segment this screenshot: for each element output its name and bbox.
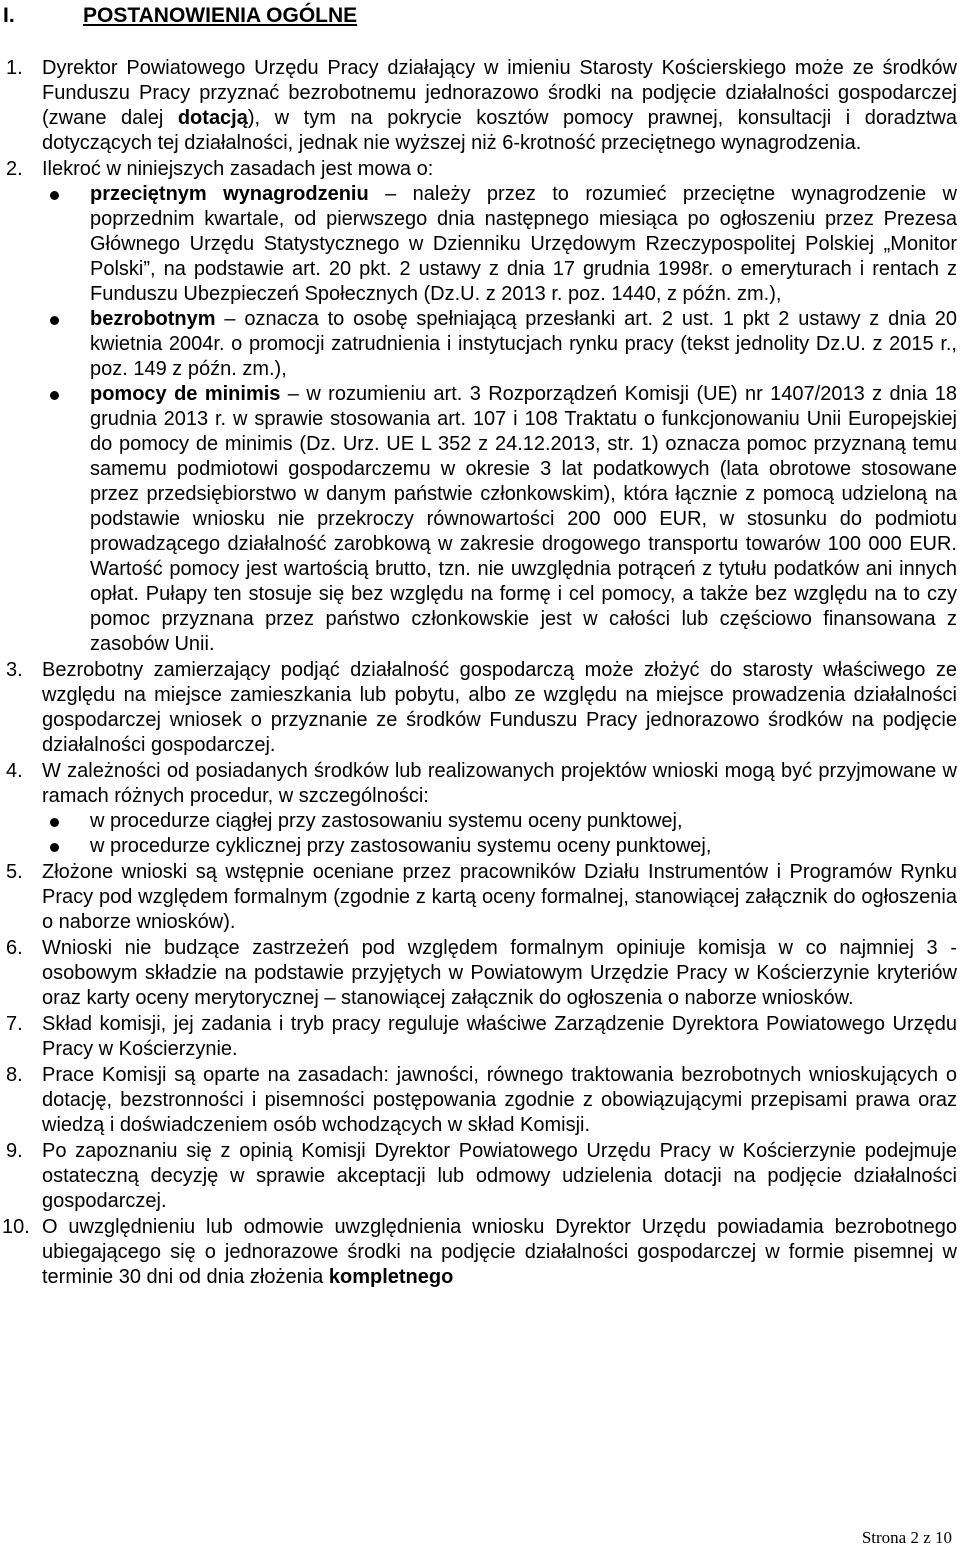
list-item [0,1139,960,1214]
list-item [0,157,960,657]
bullet-icon [50,843,59,852]
section-number: I. [3,4,15,27]
list-item [0,1063,960,1138]
item-number: 8. [6,1064,23,1086]
defined-term: przeciętnym wynagrodzeniu [90,183,369,205]
item-text: O uwzględnieniu lub odmowie uwzględnienia wniosku Dyrektor Urzędu powiadamia bezrobotnego ubiegającego się o jednorazowe środki na podjęcie działalności gospodarczej w formie pisemnej w terminie 30 dni od dnia złożenia kompletnego [42,1216,957,1288]
section-title: POSTANOWIENIA OGÓLNE [83,4,358,27]
list-item [0,1215,960,1290]
procedure-item: w procedurze cyklicznej przy zastosowaniu systemu oceny punktowej, [42,834,957,859]
page-number: Strona 2 z 10 [861,1528,952,1547]
list-item [0,936,960,1011]
defined-term: bezrobotnym [90,308,216,330]
item-number: 7. [6,1013,23,1035]
bullet-icon [50,818,59,827]
emphasis-word: kompletnego [328,1266,454,1288]
item-number: 5. [6,861,23,883]
definition-item: pomocy de minimis – w rozumieniu art. 3 Rozporządzeń Komisji (UE) nr 1407/2013 z dnia 18 grudnia 2013 r. w sprawie stosowania art. 107 i 108 Traktatu o funkcjonowaniu Unii Europejskiej do pomocy de minimis (Dz. Urz. UE L 352 z 24.12.2013, str. 1) oznacza pomoc przyznaną temu samemu podmiotowi gospodarczemu w okresie 3 lat podatkowych (lata obrotowe stosowane przez przedsiębiorstwo w danym państwie członkowskim), która łącznie z pomocą udzieloną na podstawie wniosku nie przekroczy równowartości 200 000 EUR, w stosunku do podmiotu prowadzącego działalność zarobkową w zakresie drogowego transportu towarów 100 000 EUR. Wartość pomocy jest wartością brutto, tzn. nie uwzględnia potrąceń z tytułu podatków ani innych opłat. Pułapy ten stosuje się bez względu na formę i cel pomocy, a także bez względu na to czy pomoc przyznana przez państwo członkowskie jest w całości lub częściowo finansowana z zasobów Unii. [42,382,957,657]
item-number: 10. [2,1216,30,1238]
item-intro: W zależności od posiadanych środków lub realizowanych projektów wnioski mogą być przyjmowane w ramach różnych procedur, w szczególności: [42,760,957,807]
item-text: Po zapoznaniu się z opinią Komisji Dyrektor Powiatowego Urzędu Pracy w Kościerzynie podejmuje ostateczną decyzję w sprawie akceptacji lub odmowy udzielenia dotacji na podjęcie działalności gospodarczej. [42,1140,957,1212]
item-number: 9. [6,1140,23,1162]
item-number: 3. [6,659,23,681]
definition-item: przeciętnym wynagrodzeniu – należy przez to rozumieć przeciętne wynagrodzenie w poprzednim kwartale, od pierwszego dnia następnego miesiąca po ogłoszeniu przez Prezesa Głównego Urzędu Statystycznego w Dzienniku Urzędowym Rzeczypospolitej Polskiej „Monitor Polski”, na podstawie art. 20 pkt. 2 ustawy z dnia 17 grudnia 1998r. o emeryturach i rentach z Funduszu Ubezpieczeń Społecznych (Dz.U. z 2013 r. poz. 1440, z późn. zm.), [42,182,957,307]
list-item [0,860,960,935]
list-item [0,658,960,758]
procedure-item: w procedurze ciągłej przy zastosowaniu systemu oceny punktowej, [42,809,957,834]
definition-item: bezrobotnym – oznacza to osobę spełniającą przesłanki art. 2 ust. 1 pkt 2 ustawy z dnia 20 kwietnia 2004r. o promocji zatrudnienia i instytucjach rynku pracy (tekst jednolity Dz.U. z 2015 r., poz. 149 z późn. zm.), [42,307,957,382]
item-number: 2. [6,158,23,180]
item-number: 1. [6,57,23,79]
list-item [0,1012,960,1062]
defined-term: dotacją [177,107,248,129]
item-text: Bezrobotny zamierzający podjąć działalność gospodarczą może złożyć do starosty właściwego ze względu na miejsce zamieszkania lub pobytu, albo ze względu na miejsce prowadzenia działalności gospodarczej wniosek o przyznanie ze środków Funduszu Pracy jednorazowo środków na podjęcie działalności gospodarczej. [42,659,957,756]
definitions-list [42,182,957,657]
bullet-icon [50,191,59,200]
item-text: Dyrektor Powiatowego Urzędu Pracy działający w imieniu Starosty Kościerskiego może ze środków Funduszu Pracy przyznać bezrobotnemu jednorazowo środki na podjęcie działalności gospodarczej (zwane dalej dotacją), w tym na pokrycie kosztów pomocy prawnej, konsultacji i doradztwa dotyczących tej działalności, jednak nie wyższej niż 6-krotność przeciętnego wynagrodzenia. [42,57,957,154]
item-text: Wnioski nie budzące zastrzeżeń pod względem formalnym opiniuje komisja w co najmniej 3 - osobowym składzie na podstawie przyjętych w Powiatowym Urzędzie Pracy w Kościerzynie kryteriów oraz karty oceny merytorycznej – stanowiącej załącznik do ogłoszenia o naborze wniosków. [42,937,957,1009]
procedures-list [42,809,957,859]
defined-term: pomocy de minimis [90,383,281,405]
item-number: 4. [6,760,23,782]
item-intro: Ilekroć w niniejszych zasadach jest mowa o: [42,158,434,180]
list-item [0,759,960,859]
bullet-icon [50,391,59,400]
item-text: Złożone wnioski są wstępnie oceniane przez pracowników Działu Instrumentów i Programów Rynku Pracy pod względem formalnym (zgodnie z kartą oceny formalnej, stanowiącej załącznik do ogłoszenia o naborze wniosków). [42,861,957,933]
item-text: Skład komisji, jej zadania i tryb pracy reguluje właściwe Zarządzenie Dyrektora Powiatowego Urzędu Pracy w Kościerzynie. [42,1013,957,1060]
item-number: 6. [6,937,23,959]
section-heading [3,2,357,30]
provisions-list [0,56,960,1291]
list-item [0,56,960,156]
bullet-icon [50,316,59,325]
item-text: Prace Komisji są oparte na zasadach: jawności, równego traktowania bezrobotnych wnioskujących o dotację, bezstronności i pisemności postępowania zgodnie z obowiązującymi przepisami prawa oraz wiedzą i doświadczeniem osób wchodzących w skład Komisji. [42,1064,957,1136]
